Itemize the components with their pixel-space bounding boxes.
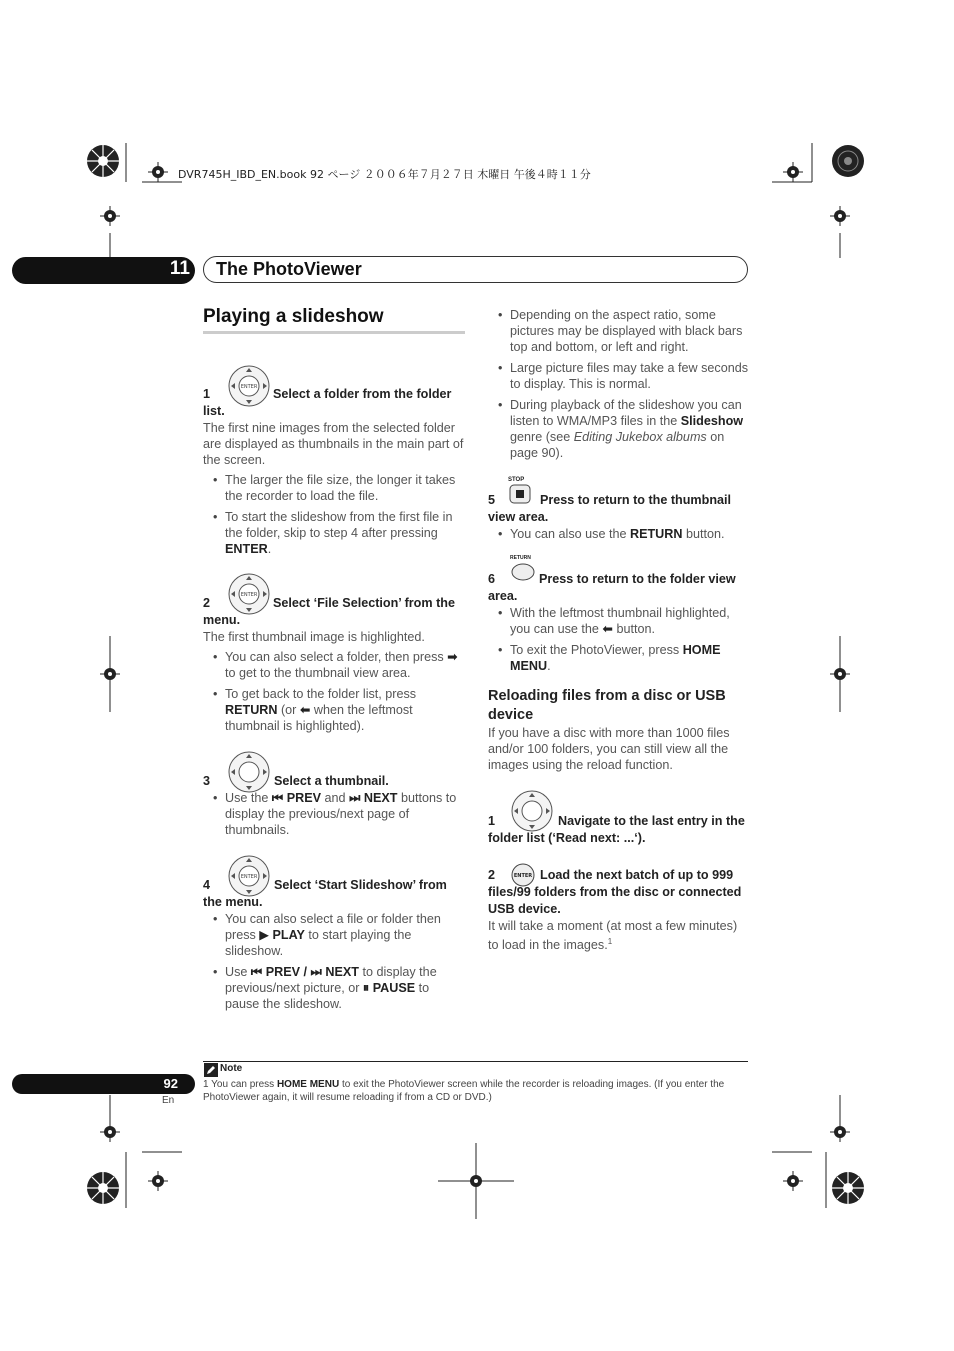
crosshair-icon: [148, 162, 168, 182]
list-item: • To start the slideshow from the first file in the folder, skip to step 4 after pressing ENTER.: [203, 509, 465, 557]
list-item: • You can also use the RETURN button.: [488, 526, 750, 542]
list-item: • Use the ⏮ PREV and ⏭ NEXT buttons to display the previous/next page of thumbnails.: [203, 790, 465, 838]
page-number: 92: [163, 1076, 178, 1091]
registration-target-icon: [830, 143, 866, 179]
registration-target-icon: [85, 143, 121, 179]
crosshair-icon: [100, 664, 120, 684]
step-6: 6 Press to return to the folder view area. • With the leftmost thumbnail highlighted, you can use the ⬅ button. • To exit the PhotoViewer, press HOME MENU.: [488, 571, 750, 679]
registration-target-icon: [85, 1170, 121, 1206]
prev-icon: ⏮: [271, 791, 284, 805]
dpad-center-label: ENTER: [240, 384, 258, 390]
step-4: 4 Select ‘Start Slideshow’ from the menu. • You can also select a file or folder then press ▶ PLAY to start playing the slideshow. • Use ⏮ PREV / ⏭ NEXT to display the previous/next picture, or ⏸ PAUSE to pause the slideshow.: [203, 877, 465, 1017]
step-1-text: The first nine images from the selected folder are displayed as thumbnails in the main part of the screen.: [203, 421, 464, 467]
left-arrow-icon: ⬅: [602, 622, 613, 636]
reload-step-2-title: Load the next batch of up to 999 files/99 folders from the disc or connected USB device.: [488, 868, 742, 916]
return-button-label: RETURN: [510, 555, 531, 561]
stop-button-label: STOP: [508, 477, 525, 483]
section-rule: [203, 331, 465, 334]
step-4-title: Select ‘Start Slideshow’ from the menu.: [203, 878, 447, 909]
note-text: 1 You can press HOME MENU to exit the PhotoViewer screen while the recorder is reloading images. (If you enter the PhotoViewer again, it will resume reloading if from a CD or DVD.): [203, 1079, 725, 1103]
crosshair-icon: [830, 1122, 850, 1142]
step-5-title: Press to return to the thumbnail view area.: [488, 493, 732, 524]
crosshair-icon: [148, 1171, 168, 1191]
reload-step-1-title: Navigate to the last entry in the folder list (‘Read next: ...‘).: [488, 814, 745, 845]
step-2-text: The first thumbnail image is highlighted.: [203, 630, 425, 644]
reload-step-1: 1 Navigate to the last entry in the folder list (‘Read next: ...‘).: [488, 814, 745, 845]
reload-step-2: 2 Load the next batch of up to 999 files/99 folders from the disc or connected USB device. It will take a moment (at most a few minutes) to load in the images.$^1$: [488, 867, 750, 953]
step-6-title: Press to return to the folder view area.: [488, 572, 736, 603]
crosshair-icon: [100, 206, 120, 226]
note-rule: [203, 1061, 748, 1062]
reload-section: [488, 687, 750, 773]
crosshair-icon: [783, 162, 803, 182]
subsection-text: If you have a disc with more than 1000 files and/or 100 folders, you can still view all the images using the reload function.: [488, 726, 730, 772]
chapter-number: 11: [169, 258, 190, 279]
list-item: • The larger the file size, the longer it takes the recorder to load the file.: [203, 472, 465, 504]
right-arrow-icon: ➡: [447, 650, 458, 664]
next-icon: ⏭: [310, 965, 322, 979]
play-icon: ▶: [259, 928, 269, 942]
footnote-ref: 1: [607, 937, 613, 946]
step-3: 3 Select a thumbnail. • Use the ⏮ PREV and ⏭ NEXT buttons to display the previous/next page of thumbnails.: [203, 773, 465, 843]
dpad-center-label: ENTER: [240, 874, 258, 880]
list-item: • To get back to the folder list, press RETURN (or ⬅ when the leftmost thumbnail is highlighted).: [203, 686, 465, 734]
dpad-center-label: ENTER: [240, 592, 258, 598]
step-2-title: Select ‘File Selection’ from the menu.: [203, 596, 455, 627]
note-pencil-icon: [204, 1063, 218, 1077]
subsection-heading: Reloading files from a disc or USB device: [488, 688, 726, 723]
enter-button-label: ENTER: [513, 873, 533, 879]
list-item: • You can also select a file or folder then press ▶ PLAY to start playing the slideshow.: [203, 911, 465, 959]
crosshair-icon: [466, 1171, 486, 1191]
reload-step-2-text: It will take a moment (at most a few minutes) to load in the images.$^1$: [488, 919, 738, 953]
list-item: • To exit the PhotoViewer, press HOME MENU.: [488, 642, 750, 674]
next-icon: ⏭: [349, 791, 361, 805]
section-title: Playing a slideshow: [203, 306, 384, 327]
list-item: • Use ⏮ PREV / ⏭ NEXT to display the previous/next picture, or ⏸ PAUSE to pause the slideshow.: [203, 964, 465, 1012]
crosshair-icon: [100, 1122, 120, 1142]
step-1-title: Select a folder from the folder list.: [203, 387, 452, 418]
registration-target-icon: [830, 1170, 866, 1206]
prev-icon: ⏮: [250, 965, 263, 979]
crosshair-icon: [783, 1171, 803, 1191]
right-bullets: [488, 307, 748, 466]
list-item: • During playback of the slideshow you can listen to WMA/MP3 files in the Slideshow genre (see Editing Jukebox albums on page 90).: [488, 397, 748, 461]
page-language: En: [162, 1095, 175, 1106]
crosshair-icon: [830, 664, 850, 684]
left-arrow-icon: ⬅: [299, 703, 311, 717]
step-1: 1 Select a folder from the folder list. The first nine images from the selected folder are displayed as thumbnails in the main part of the screen. • The larger the file size, the longer it takes the recorder to load the file. • To start the slideshow from the first file in the folder, skip to step 4 after pressing ENTER.: [203, 386, 465, 562]
crosshair-icon: [830, 206, 850, 226]
step-2: 2 Select ‘File Selection’ from the menu. The first thumbnail image is highlighted. • You can also select a folder, then press ➡ to get to the thumbnail view area. • To get back to the folder list, press RETURN (or ⬅ when the leftmost thumbnail is highlighted).: [203, 595, 465, 739]
list-item: • You can also select a folder, then press ➡ to get to the thumbnail view area.: [203, 649, 465, 681]
step-3-title: Select a thumbnail.: [274, 774, 389, 788]
step-5: 5 Press to return to the thumbnail view area. • You can also use the RETURN button.: [488, 492, 750, 547]
list-item: • Large picture files may take a few seconds to display. This is normal.: [488, 360, 748, 392]
note-label: Note: [220, 1063, 243, 1074]
list-item: • With the leftmost thumbnail highlighted, you can use the ⬅ button.: [488, 605, 750, 637]
print-header: DVR745H_IBD_EN.book 92 ページ ２００６年７月２７日 木曜日 午後４時１１分: [178, 168, 591, 181]
pause-icon: ⏸: [362, 981, 370, 995]
list-item: • Depending on the aspect ratio, some pictures may be displayed with black bars top and bottom, or left and right.: [488, 307, 748, 355]
chapter-title: The PhotoViewer: [216, 259, 362, 279]
